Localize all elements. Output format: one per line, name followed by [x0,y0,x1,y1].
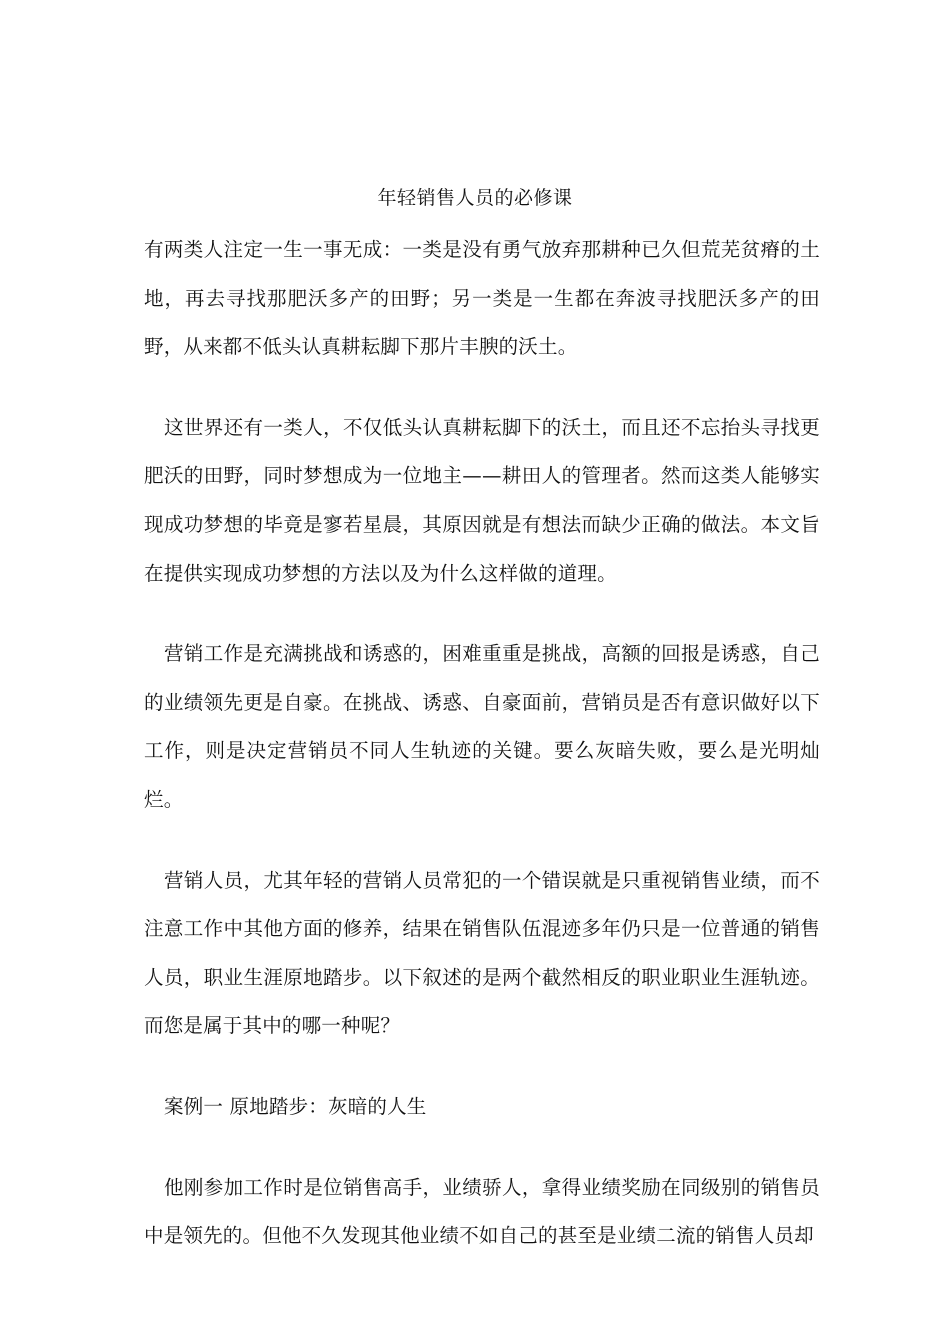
document-body [144,226,820,1261]
paragraph-third-type: 这世界还有一类人，不仅低头认真耕耘脚下的沃土，而且还不忘抬头寻找更肥沃的田野，同时梦想成为一位地主——耕田人的管理者。然而这类人能够实现成功梦想的毕竟是寥若星晨，其原因就是有想法而缺少正确的做法。本文旨在提供实现成功梦想的方法以及为什么这样做的道理。 [144,415,820,585]
paragraph-case-one: 他刚参加工作时是位销售高手，业绩骄人，拿得业绩奖励在同级别的销售员中是领先的。但他不久发现其他业绩不如自己的甚至是业绩二流的销售人员却 [144,1175,820,1248]
paragraph-common-mistake: 营销人员，尤其年轻的营销人员常犯的一个错误就是只重视销售业绩，而不注意工作中其他方面的修养，结果在销售队伍混迹多年仍只是一位普通的销售人员，职业生涯原地踏步。以下叙述的是两个截然相反的职业职业生涯轨迹。而您是属于其中的哪一种呢？ [144,868,820,1038]
paragraph-marketing-challenge: 营销工作是充满挑战和诱惑的，困难重重是挑战，高额的回报是诱惑，自己的业绩领先更是自豪。在挑战、诱惑、自豪面前，营销员是否有意识做好以下工作，则是决定营销员不同人生轨迹的关键。要么灰暗失败，要么是光明灿烂。 [144,642,820,811]
document-title: 年轻销售人员的必修课 [377,187,573,209]
case-heading: 案例一 原地踏步：灰暗的人生 [164,1094,427,1118]
paragraph-intro: 有两类人注定一生一事无成：一类是没有勇气放弃那耕种已久但荒芜贫瘠的土地，再去寻找那肥沃多产的田野；另一类是一生都在奔波寻找肥沃多产的田野，从来都不低头认真耕耘脚下那片丰腴的沃土。 [144,238,820,359]
